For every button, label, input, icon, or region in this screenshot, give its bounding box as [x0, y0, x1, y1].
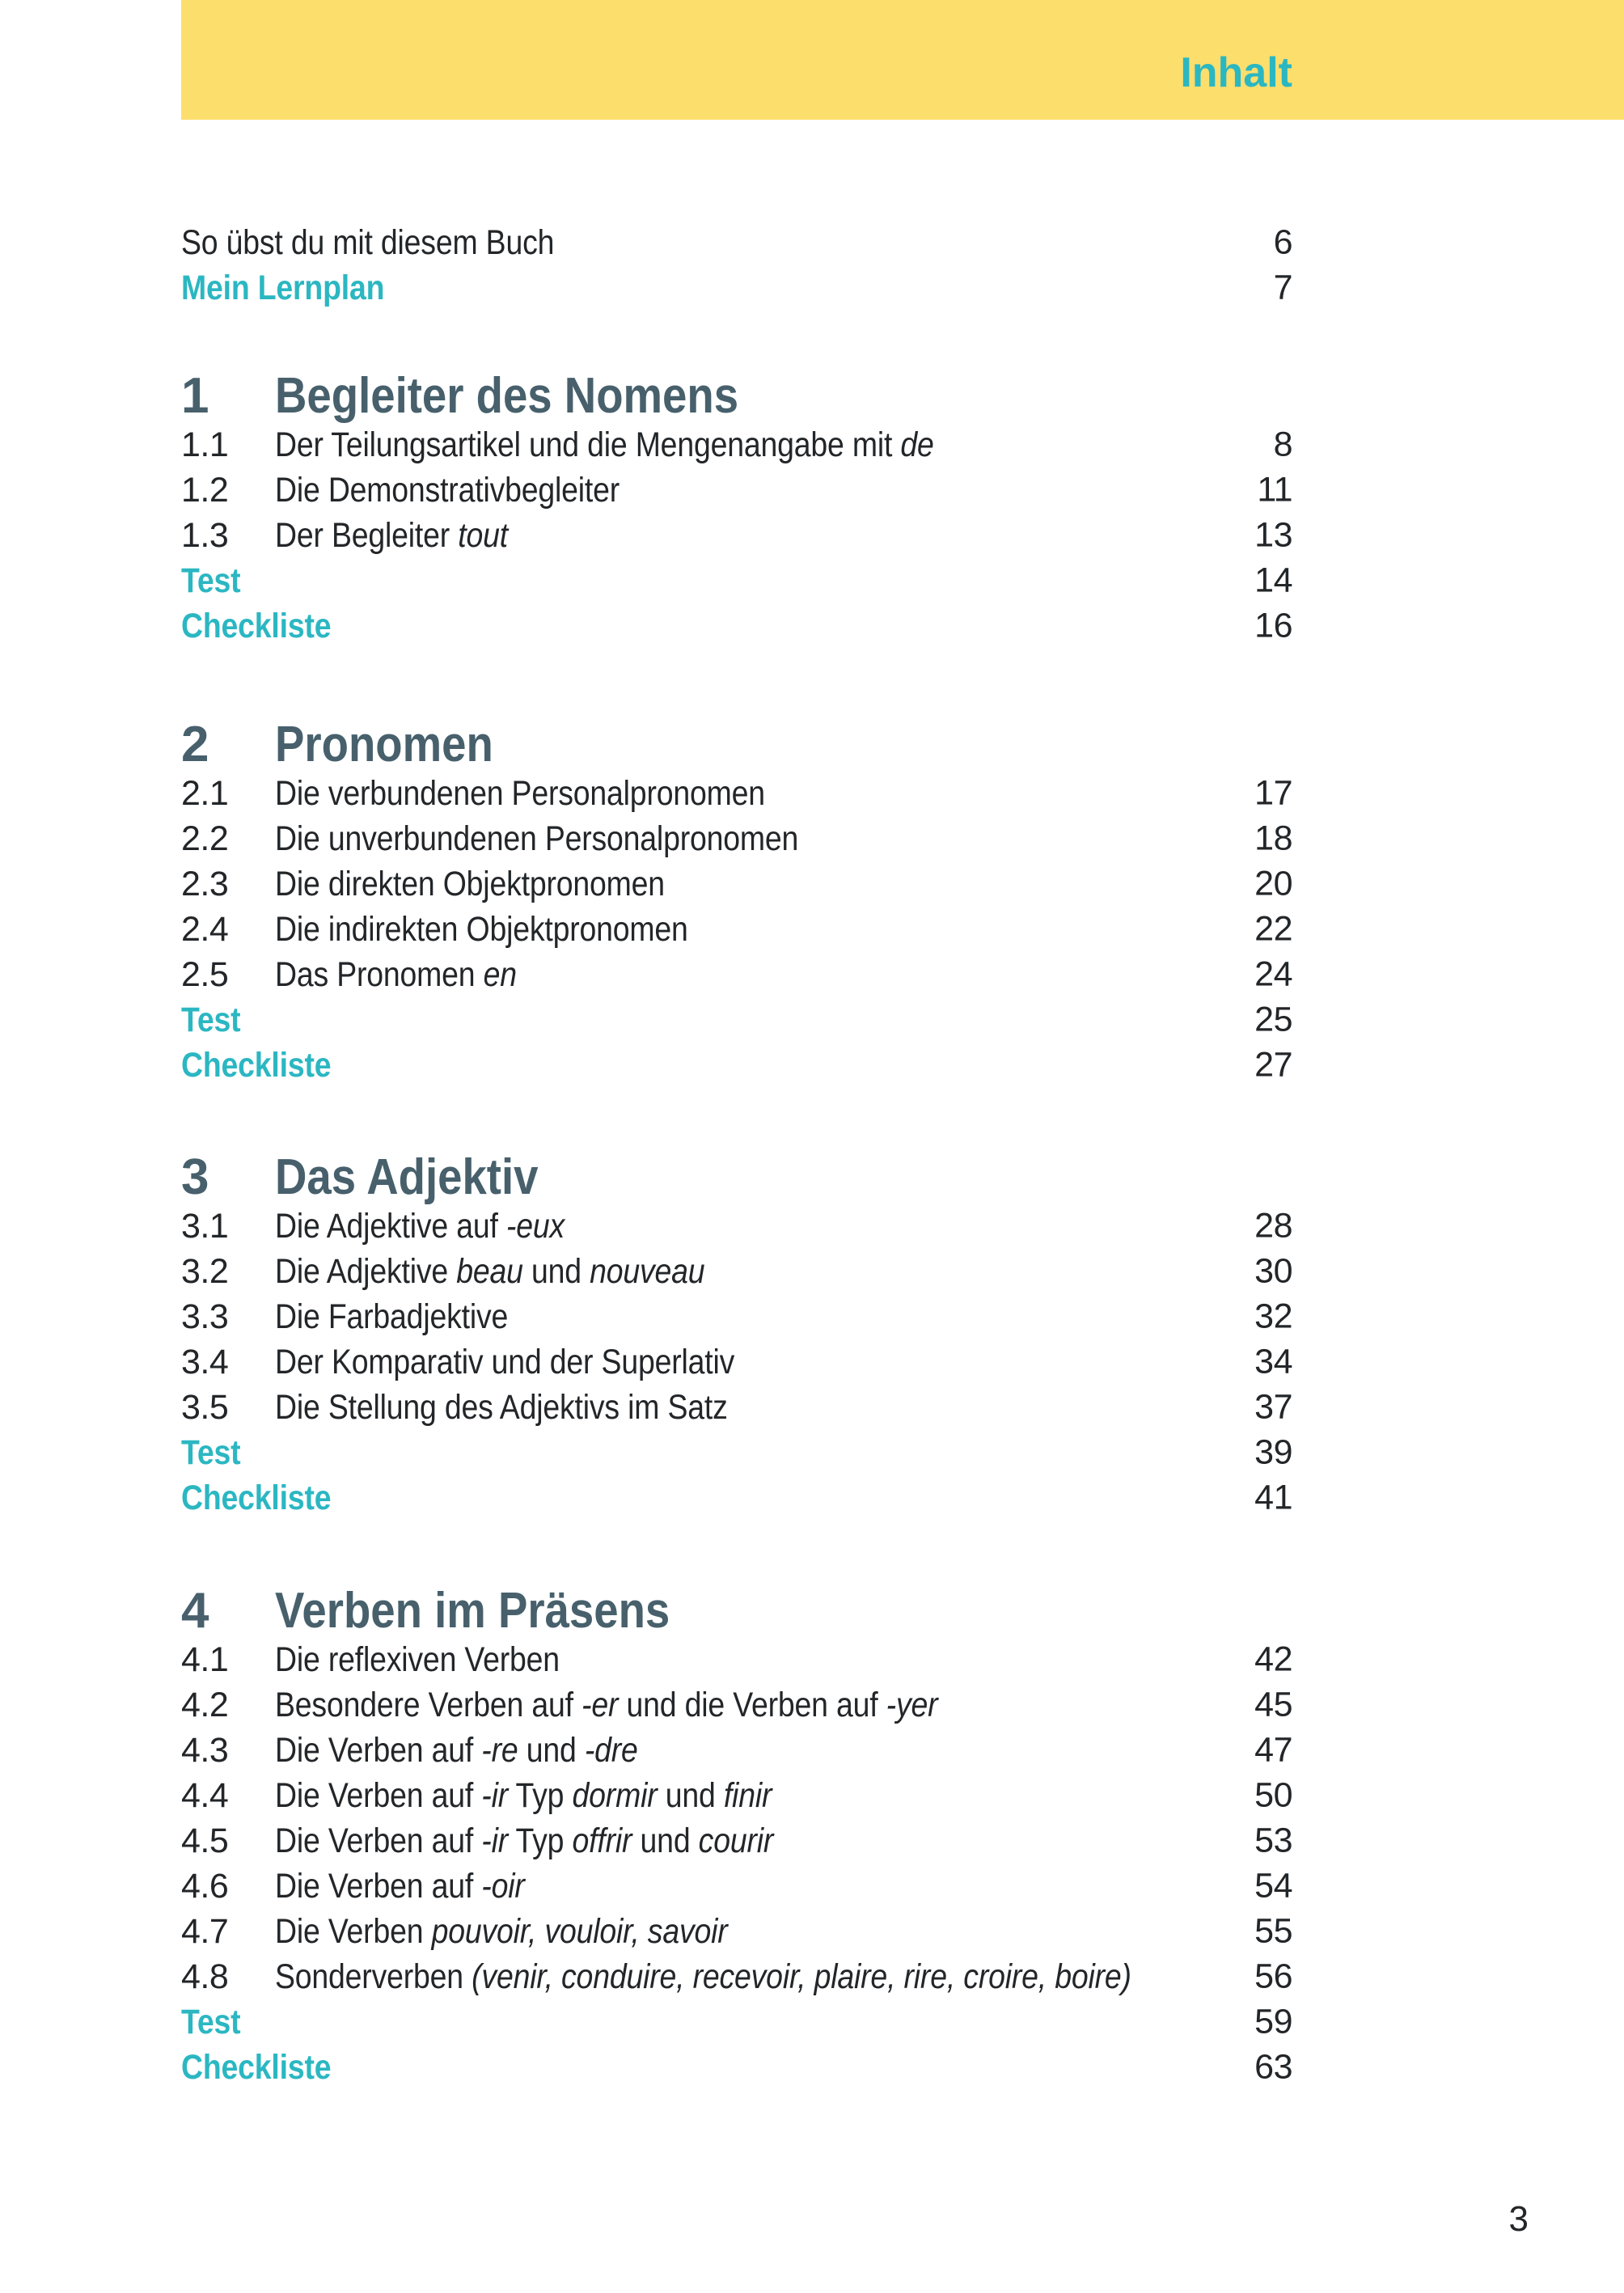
- toc-entry-row: [181, 1385, 1292, 1430]
- entry-title: [275, 954, 517, 994]
- section-title: Begleiter des Nomens: [275, 368, 739, 424]
- entry-title-segment: Die Demonstrativbegleiter: [275, 470, 620, 510]
- entry-number: 3.2: [181, 1251, 229, 1291]
- entry-title-segment: Die Verben auf: [275, 1821, 482, 1860]
- entry-title-segment: Die Verben auf: [275, 1730, 482, 1770]
- toc-entry-row: [181, 907, 1292, 952]
- entry-title-italic-segment: -dre: [584, 1730, 638, 1770]
- entry-title-italic-segment: nouveau: [590, 1251, 705, 1291]
- toc-entry-row: [181, 1728, 1292, 1773]
- toc-entry-row: [181, 1909, 1292, 1954]
- entry-title-italic-segment: en: [483, 954, 517, 994]
- entry-number: 4.2: [181, 1685, 229, 1724]
- section-number: 3: [181, 1149, 209, 1205]
- page-number: 28: [1254, 1206, 1292, 1246]
- section-title: Das Adjektiv: [275, 1149, 539, 1205]
- toc-extra-row: [181, 1999, 1292, 2045]
- entry-title-segment: Die Adjektive auf: [275, 1206, 506, 1246]
- toc-entry-row: [181, 1773, 1292, 1818]
- entry-title-italic-segment: -eux: [505, 1206, 565, 1246]
- page-number: 25: [1254, 1000, 1292, 1039]
- entry-title-segment: Das Pronomen: [275, 954, 484, 994]
- toc-entry-row: [181, 816, 1292, 861]
- page-number: 50: [1254, 1775, 1292, 1815]
- entry-title-segment: Typ: [507, 1775, 573, 1815]
- toc-entry-row: [181, 1818, 1292, 1864]
- page-number: 37: [1254, 1387, 1292, 1427]
- entry-title-segment: Die Farbadjektive: [275, 1297, 509, 1336]
- entry-title-segment: und: [518, 1730, 585, 1770]
- toc-extra-row: [181, 603, 1292, 649]
- section-number: 2: [181, 717, 209, 772]
- entry-title-segment: Sonderverben: [275, 1957, 472, 1996]
- toc-entry-row: [181, 1339, 1292, 1385]
- toc-entry-row: [181, 467, 1292, 513]
- page-number: 6: [1273, 222, 1292, 262]
- toc-extra-row: [181, 1430, 1292, 1475]
- entry-title-italic-segment: -er: [582, 1685, 619, 1724]
- entry-title-italic-segment: de: [900, 425, 934, 464]
- entry-number: 1.3: [181, 515, 229, 555]
- section-number: 4: [181, 1583, 209, 1639]
- toc-entry-row: [181, 1954, 1292, 1999]
- entry-title: [275, 1685, 938, 1724]
- extra-label: Checkliste: [181, 2047, 332, 2087]
- entry-number: 3.3: [181, 1297, 229, 1336]
- front-row: [181, 220, 1292, 265]
- extra-label: Test: [181, 561, 241, 600]
- entry-title-segment: und: [632, 1821, 699, 1860]
- entry-title-segment: und die Verben auf: [618, 1685, 886, 1724]
- entry-number: 2.1: [181, 773, 229, 813]
- entry-title-segment: Besondere Verben auf: [275, 1685, 582, 1724]
- page-number: 56: [1254, 1957, 1292, 1996]
- entry-title-segment: Die indirekten Objektpronomen: [275, 909, 688, 949]
- page-number: 17: [1254, 773, 1292, 813]
- page-number: 27: [1254, 1045, 1292, 1085]
- entry-title: [275, 1251, 705, 1291]
- entry-title: [275, 1775, 772, 1815]
- toc-entry-row: [181, 1249, 1292, 1294]
- page-number: 24: [1254, 954, 1292, 994]
- page-number: 18: [1254, 819, 1292, 858]
- entry-title-segment: Die Stellung des Adjektivs im Satz: [275, 1387, 728, 1427]
- entry-title-italic-segment: dormir: [572, 1775, 658, 1815]
- extra-label: Checkliste: [181, 606, 332, 645]
- entry-title-segment: Die unverbundenen Personalpronomen: [275, 819, 799, 858]
- toc: [181, 0, 1292, 2293]
- entry-number: 2.3: [181, 864, 229, 903]
- entry-number: 1.1: [181, 425, 229, 464]
- entry-title-segment: Die reflexiven Verben: [275, 1639, 560, 1679]
- section-number: 1: [181, 368, 209, 424]
- entry-title: [275, 1297, 509, 1336]
- page-number: 32: [1254, 1297, 1292, 1336]
- toc-entry-row: [181, 952, 1292, 997]
- extra-label: Test: [181, 1432, 241, 1472]
- entry-title-segment: Die Verben auf: [275, 1775, 482, 1815]
- page-number: 34: [1254, 1342, 1292, 1381]
- entry-number: 4.4: [181, 1775, 229, 1815]
- entry-number: 3.4: [181, 1342, 229, 1381]
- entry-title-italic-segment: -ir: [481, 1775, 508, 1815]
- entry-title-segment: Die Verben auf: [275, 1866, 482, 1906]
- entry-title-segment: Die Adjektive: [275, 1251, 457, 1291]
- page-number: 39: [1254, 1432, 1292, 1472]
- entry-title-italic-segment: tout: [458, 515, 508, 555]
- toc-extra-row: [181, 1043, 1292, 1088]
- page-number: 54: [1254, 1866, 1292, 1906]
- page-number: 42: [1254, 1639, 1292, 1679]
- page-number: 14: [1254, 561, 1292, 600]
- entry-title-segment: Der Komparativ und der Superlativ: [275, 1342, 735, 1381]
- entry-title: [275, 1730, 638, 1770]
- page-number: 59: [1254, 2002, 1292, 2041]
- entry-title-italic-segment: beau: [456, 1251, 523, 1291]
- page-number: 63: [1254, 2047, 1292, 2087]
- front-row: [181, 265, 1292, 311]
- toc-entry-row: [181, 1204, 1292, 1249]
- page-number: 41: [1254, 1478, 1292, 1517]
- page-number: 47: [1254, 1730, 1292, 1770]
- toc-extra-row: [181, 1475, 1292, 1521]
- extra-label: Test: [181, 1000, 241, 1039]
- entry-title: [275, 515, 508, 555]
- toc-extra-row: [181, 997, 1292, 1043]
- entry-number: 3.1: [181, 1206, 229, 1246]
- entry-number: 3.5: [181, 1387, 229, 1427]
- toc-entry-row: [181, 513, 1292, 558]
- entry-title: [275, 1911, 728, 1951]
- entry-title: [275, 1387, 728, 1427]
- extra-label: Checkliste: [181, 1478, 332, 1517]
- entry-title: [275, 1206, 565, 1246]
- extra-label: Test: [181, 2002, 241, 2041]
- entry-number: 4.8: [181, 1957, 229, 1996]
- entry-title-italic-segment: -yer: [886, 1685, 938, 1724]
- entry-number: 4.5: [181, 1821, 229, 1860]
- entry-number: 2.5: [181, 954, 229, 994]
- entry-number: 2.2: [181, 819, 229, 858]
- page-number: 7: [1273, 268, 1292, 307]
- toc-extra-row: [181, 558, 1292, 603]
- entry-title-italic-segment: offrir: [572, 1821, 632, 1860]
- toc-entry-row: [181, 422, 1292, 467]
- toc-entry-row: [181, 861, 1292, 907]
- extra-label: Checkliste: [181, 1045, 332, 1085]
- entry-title-italic-segment: -oir: [481, 1866, 525, 1906]
- page-number: 13: [1254, 515, 1292, 555]
- section-title: Verben im Präsens: [275, 1583, 670, 1639]
- toc-extra-row: [181, 2045, 1292, 2090]
- entry-title: [275, 1639, 560, 1679]
- toc-entry-row: [181, 1637, 1292, 1682]
- entry-title: [275, 819, 799, 858]
- page-title: Inhalt: [1180, 49, 1292, 96]
- entry-title-italic-segment: pouvoir, vouloir, savoir: [431, 1911, 728, 1951]
- entry-title-segment: und: [522, 1251, 590, 1291]
- entry-title-segment: Der Teilungsartikel und die Mengenangabe mit: [275, 425, 901, 464]
- entry-title-segment: Die verbundenen Personalpronomen: [275, 773, 765, 813]
- entry-number: 4.1: [181, 1639, 229, 1679]
- entry-title: [275, 1866, 525, 1906]
- entry-title: [275, 425, 934, 464]
- page-number: 45: [1254, 1685, 1292, 1724]
- page-number: 16: [1254, 606, 1292, 645]
- entry-title: [275, 470, 620, 510]
- entry-title-italic-segment: finir: [723, 1775, 772, 1815]
- section-title: Pronomen: [275, 717, 493, 772]
- entry-title-italic-segment: courir: [698, 1821, 774, 1860]
- entry-title-italic-segment: -re: [481, 1730, 518, 1770]
- entry-title-segment: und: [657, 1775, 724, 1815]
- page-number: 53: [1254, 1821, 1292, 1860]
- entry-number: 4.3: [181, 1730, 229, 1770]
- front-label: Mein Lernplan: [181, 268, 385, 307]
- entry-title-italic-segment: (venir, conduire, recevoir, plaire, rire, croire, boire): [472, 1957, 1131, 1996]
- section-heading-row: [181, 1145, 1292, 1210]
- page-number: 20: [1254, 864, 1292, 903]
- entry-number: 1.2: [181, 470, 229, 510]
- page-number: 22: [1254, 909, 1292, 949]
- entry-title: [275, 1821, 774, 1860]
- toc-entry-row: [181, 771, 1292, 816]
- entry-number: 4.6: [181, 1866, 229, 1906]
- front-label: So übst du mit diesem Buch: [181, 222, 555, 262]
- section-heading-row: [181, 1579, 1292, 1644]
- page-number: 11: [1257, 470, 1292, 510]
- section-heading-row: [181, 364, 1292, 429]
- entry-title-segment: Die Verben: [275, 1911, 432, 1951]
- entry-title: [275, 864, 665, 903]
- entry-title: [275, 1342, 735, 1381]
- entry-title: [275, 773, 765, 813]
- entry-title-segment: Der Begleiter: [275, 515, 459, 555]
- page-number: 30: [1254, 1251, 1292, 1291]
- entry-title-segment: Die direkten Objektpronomen: [275, 864, 665, 903]
- page-number: 55: [1254, 1911, 1292, 1951]
- entry-title-segment: Typ: [507, 1821, 573, 1860]
- entry-title: [275, 1957, 1131, 1996]
- entry-title: [275, 909, 688, 949]
- toc-entry-row: [181, 1294, 1292, 1339]
- toc-entry-row: [181, 1864, 1292, 1909]
- section-heading-row: [181, 713, 1292, 777]
- page-number: 8: [1273, 425, 1292, 464]
- entry-title-italic-segment: -ir: [481, 1821, 508, 1860]
- entry-number: 2.4: [181, 909, 229, 949]
- folio-page-number: 3: [1508, 2199, 1529, 2239]
- entry-number: 4.7: [181, 1911, 229, 1951]
- toc-entry-row: [181, 1682, 1292, 1728]
